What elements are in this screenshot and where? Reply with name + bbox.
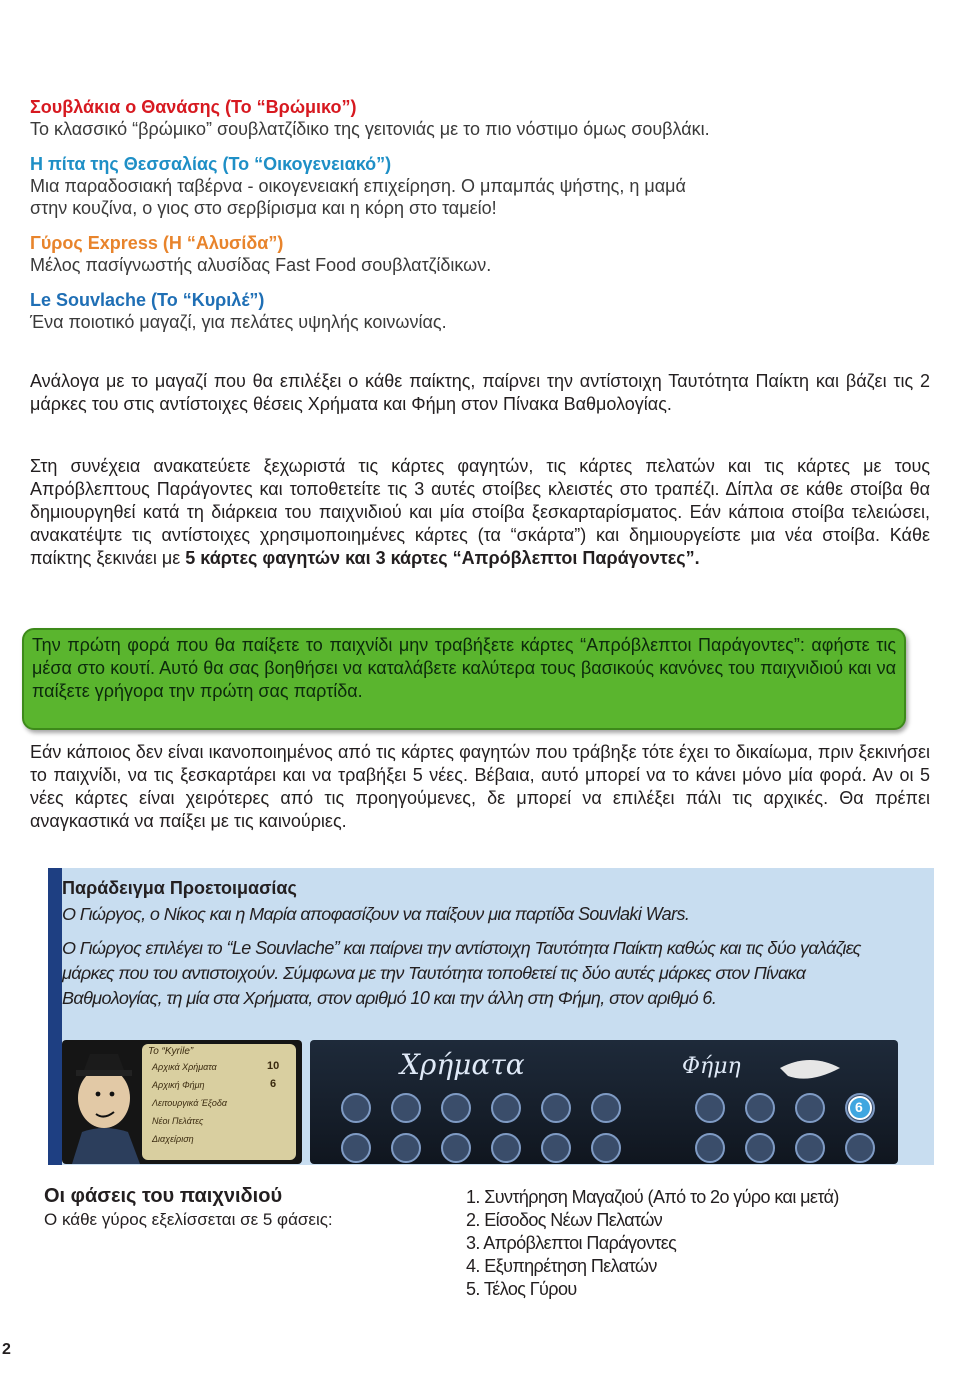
first-game-note-text: Την πρώτη φορά που θα παίξετε το παιχνίδι μην τραβήξετε κάρτες “Απρόβλεπτοι Παράγοντες”: αφήστε τις μέσα στο κουτί. Αυτό θα σας βοηθήσει να καταλάβετε καλύτερα τους βασικούς κανόνες του παιχνιδιού και να παίξετε γρήγορα την πρώτη σας παρτίδα. [32,635,896,701]
shop-desc-oikogeneiako-line2: στην κουζίνα, ο γιος στο σερβίρισμα και η κόρη στο ταμείο! [30,198,497,218]
shop-list [30,96,930,333]
phases-list [466,1186,839,1301]
example-details: Ο Γιώργος επιλέγει το “Le Souvlache” και παίρνει την αντίστοιχη Ταυτότητα Παίκτη καθώς και τις δύο γαλάζιες μάρκες που του αντιστοιχούν. Σύμφωνα με την Ταυτότητα τοποθετεί τις δύο αυτές μάρκες στον Πίνακα Βαθμολογίας, τη μία στα Χρήματα, στον αριθμό 10 και την άλλη στη Φήμη, στον αριθμό 6. [62,938,861,1008]
money-label: Χρήματα [400,1048,525,1081]
shop-name-vromiko: Σουβλάκια ο Θανάσης (Το “Βρώμικο”) [30,97,357,117]
card-row-fame-label: Αρχική Φήμη [152,1080,205,1090]
card-row-new-customers: Νέοι Πελάτες [152,1116,204,1126]
page-number: 2 [2,1341,11,1358]
shop-name-kyrile: Le Souvlache (Το “Κυριλέ”) [30,290,265,310]
setup-paragraph-1: Ανάλογα με το μαγαζί που θα επιλέξει ο κάθε παίκτης, παίρνει την αντίστοιχη Ταυτότητα Παίκτη και βάζει τις 2 μάρκες του στις αντίστοιχες θέσεις Χρήματα και Φήμη στον Πίνακα Βαθμολογίας. [30,371,930,414]
first-game-note [22,628,906,730]
card-row-expenses: Λειτουργικά Έξοδα [152,1098,227,1108]
example-box [48,868,934,1165]
shop-name-oikogeneiako: Η πίτα της Θεσσαλίας (Το “Οικογενειακό”) [30,154,392,174]
fame-token-value: 6 [855,1099,863,1115]
shop-desc-vromiko: Το κλασσικό “βρώμικο” σουβλατζίδικο της γειτονιάς με το πιο νόστιμο όμως σουβλάκι. [30,119,710,139]
shop-desc-oikogeneiako-line1: Μια παραδοσιακή ταβέρνα - οικογενειακή επιχείρηση. Ο μπαμπάς ψήστης, η μαμά [30,176,686,196]
redraw-paragraph: Εάν κάποιος δεν είναι ικανοποιημένος από τις κάρτες φαγητών που τράβηξε τότε έχει το δικαίωμα, πριν ξεκινήσει το παιχνίδι, να τις ξεσκαρτάρει και να τραβήξει 5 νέες. Βέβαια, αυτό μπορεί να το κάνει μόνο μία φορά. Αν οι 5 νέες κάρτες είναι χειρότερες από τις προηγούμενες, δε μπορεί να επιλέξει πάλι τις αρχικές. Θα πρέπει αναγκαστικά να παίξει με τις καινούριες. [30,742,930,831]
player-id-card-image [62,1040,302,1164]
phase-item-2: 2. Είσοδος Νέων Πελατών [466,1210,663,1230]
score-track [310,1040,898,1164]
card-row-money-label: Αρχικά Χρήματα [152,1062,217,1072]
phase-item-1: 1. Συντήρηση Μαγαζιού (Από το 2ο γύρο και μετά) [466,1187,839,1207]
card-title: Το “Kyrile” [148,1046,194,1057]
setup-paragraph-2 [30,455,930,570]
score-board-image [310,1040,898,1164]
phases-title: Οι φάσεις του παιχνιδιού [44,1185,283,1207]
card-row-management: Διαχείριση [152,1134,194,1144]
setup-paragraph-2-bold: 5 κάρτες φαγητών και 3 κάρτες “Απρόβλεπτοι Παράγοντες”. [185,548,700,568]
phases-subtitle: Ο κάθε γύρος εξελίσσεται σε 5 φάσεις: [44,1210,333,1229]
phase-item-4: 4. Εξυπηρέτηση Πελατών [466,1256,657,1276]
phase-item-3: 3. Απρόβλεπτοι Παράγοντες [466,1233,677,1253]
example-intro: Ο Γιώργος, ο Νίκος και η Μαρία αποφασίζουν να παίξουν μια παρτίδα Souvlaki Wars. [62,904,690,924]
card-row-fame-value: 6 [270,1078,277,1090]
card-row-money-value: 10 [267,1060,280,1072]
shop-name-alysida: Γύρος Express (Η “Αλυσίδα”) [30,233,284,253]
shop-desc-alysida: Μέλος πασίγνωστής αλυσίδας Fast Food σουβλατζίδικων. [30,255,492,275]
example-title: Παράδειγμα Προετοιμασίας [62,878,297,898]
phase-item-5: 5. Τέλος Γύρου [466,1279,577,1299]
shop-desc-kyrile: Ένα ποιοτικό μαγαζί, για πελάτες υψηλής κοινωνίας. [30,312,447,332]
setup-paragraph-2-text: Στη συνέχεια ανακατεύετε ξεχωριστά τις κάρτες φαγητών, τις κάρτες πελατών και τις κάρτες με τους Απρόβλεπτους Παράγοντες και τοποθετείτε τις 3 αυτές στοίβες κλειστές στο τραπέζι. Δίπλα σε κάθε στοίβα θα δημιουργηθεί κατά τη διάρκεια του παιχνιδιού και μία στοίβα ξεσκαρταρίσματος. Εάν κάποια στοίβα τελειώσει, ανακατέψτε τις αντίστοιχες χρησιμοποιημένες κάρτες (τα “σκάρτα”) και δημιουργείστε μια νέα στοίβα. Κάθε παίκτης ξεκινάει με [30,456,930,568]
fame-label: Φήμη [682,1054,741,1079]
